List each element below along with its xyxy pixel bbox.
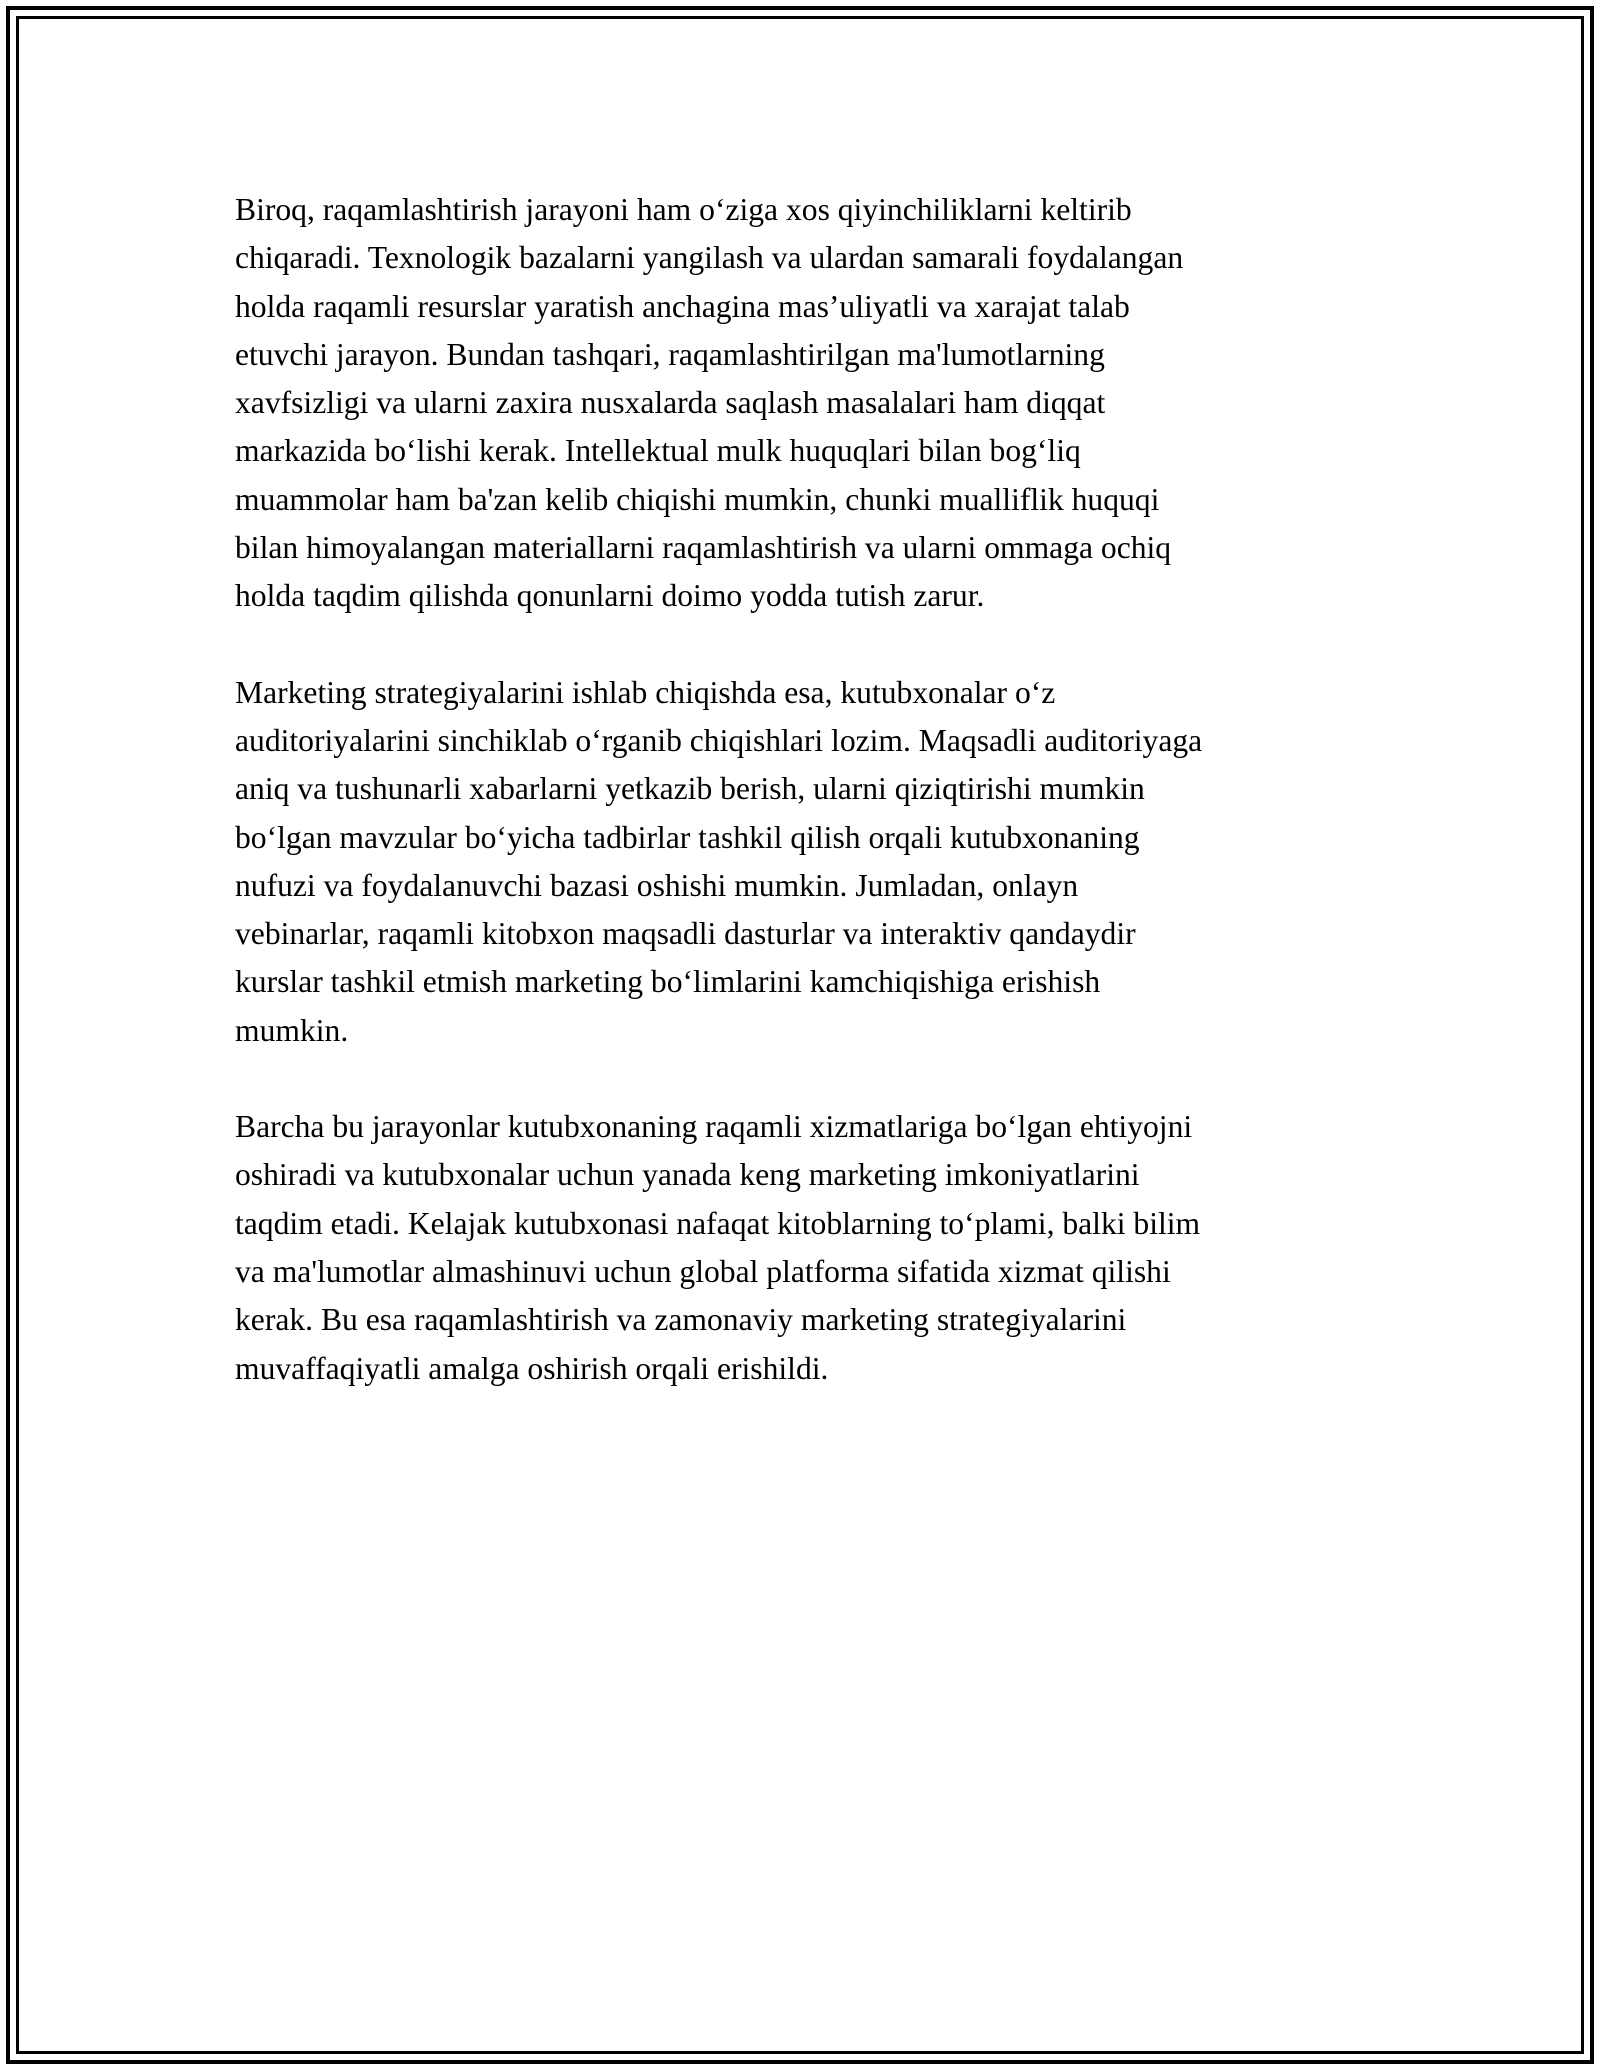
text-line: kurslar tashkil etmish marketing bo‘limlarini kamchiqishiga erishish	[235, 964, 1101, 1000]
text-line: auditoriyalarini sinchiklab o‘rganib chiqishlari lozim. Maqsadli auditoriyaga	[235, 722, 1203, 758]
text-line: aniq va tushunarli xabarlarni yetkazib berish, ularni qiziqtirishi mumkin	[235, 771, 1145, 807]
text-line: chiqaradi. Texnologik bazalarni yangilash va ulardan samarali foydalangan	[235, 240, 1184, 276]
text-line: muvaffaqiyatli amalga oshirish orqali erishildi.	[235, 1350, 829, 1386]
text-line: kerak. Bu esa raqamlashtirish va zamonaviy marketing strategiyalarini	[235, 1302, 1127, 1338]
text-line: etuvchi jarayon. Bundan tashqari, raqamlashtirilgan ma'lumotlarning	[235, 336, 1105, 372]
paragraph-challenges	[235, 186, 1365, 621]
text-line: va ma'lumotlar almashinuvi uchun global platforma sifatida xizmat qilishi	[235, 1253, 1171, 1289]
text-line: holda taqdim qilishda qonunlarni doimo yodda tutish zarur.	[235, 578, 985, 614]
text-line: taqdim etadi. Kelajak kutubxonasi nafaqat kitoblarning to‘plami, balki bilim	[235, 1205, 1201, 1241]
paragraph-conclusion	[235, 1103, 1365, 1393]
text-line: markazida bo‘lishi kerak. Intellektual mulk huquqlari bilan bog‘liq	[235, 433, 1081, 469]
text-line: Barcha bu jarayonlar kutubxonaning raqamli xizmatlariga bo‘lgan ehtiyojni	[235, 1109, 1193, 1145]
text-line: mumkin.	[235, 1012, 349, 1048]
text-line: holda raqamli resurslar yaratish anchagina mas’uliyatli va xarajat talab	[235, 288, 1130, 324]
text-line: nufuzi va foydalanuvchi bazasi oshishi mumkin. Jumladan, onlayn	[235, 867, 1079, 903]
text-line: bo‘lgan mavzular bo‘yicha tadbirlar tashkil qilish orqali kutubxonaning	[235, 819, 1140, 855]
document-body	[235, 186, 1365, 1441]
text-line: oshiradi va kutubxonalar uchun yanada keng marketing imkoniyatlarini	[235, 1157, 1140, 1193]
text-line: Biroq, raqamlashtirish jarayoni ham o‘ziga xos qiyinchiliklarni keltirib	[235, 192, 1132, 227]
text-line: bilan himoyalangan materiallarni raqamlashtirish va ularni ommaga ochiq	[235, 530, 1172, 566]
text-line: muammolar ham ba'zan kelib chiqishi mumkin, chunki mualliflik huquqi	[235, 481, 1160, 517]
text-line: vebinarlar, raqamli kitobxon maqsadli dasturlar va interaktiv qandaydir	[235, 916, 1136, 952]
text-line: Marketing strategiyalarini ishlab chiqishda esa, kutubxonalar o‘z	[235, 674, 1056, 710]
text-line: xavfsizligi va ularni zaxira nusxalarda saqlash masalalari ham diqqat	[235, 385, 1106, 421]
paragraph-marketing	[235, 669, 1365, 1055]
